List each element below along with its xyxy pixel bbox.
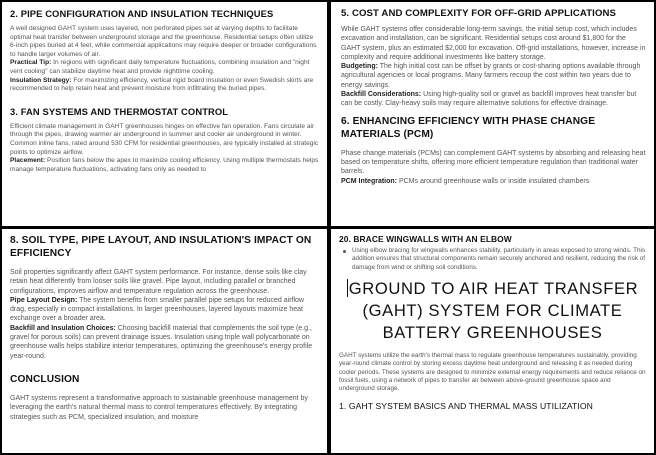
document-pane-bottom-right[interactable] [331, 229, 654, 453]
text: PCMs around greenhouse walls or inside insulated chambers [397, 177, 590, 185]
text: For maximizing efficiency, vertical rigid board insulation or even Swedish skirts are recommended to help retain heat and prevent moisture from infiltrating the buried pipes. [10, 76, 314, 93]
paragraph [341, 62, 646, 90]
document-title[interactable] [339, 278, 646, 344]
label: Pipe Layout Design: [10, 296, 78, 304]
document-pane-top-right[interactable] [331, 2, 654, 226]
section-heading: 6. ENHANCING EFFICIENCY WITH PHASE CHANGE MATERIALS (PCM) [341, 115, 596, 140]
section-heading: 2. PIPE CONFIGURATION AND INSULATION TECHNIQUES [10, 8, 274, 19]
paragraph: Efficient climate management in GAHT greenhouses hinges on effective fan operation. Fans circulate air through the pipes, drawing warmer air underground in summer and cooler air underground in winter. Common inline fans, rated around 530 CFM for residential greenhouses, are typically installed at strategic points to optimize airflow. [10, 122, 319, 156]
section-heading: 5. COST AND COMPLEXITY FOR OFF-GRID APPLICATIONS [341, 8, 617, 19]
title-text: GROUND TO AIR HEAT TRANSFER (GAHT) SYSTEM FOR CLIMATE BATTERY GREENHOUSES [348, 279, 639, 343]
paragraph: GAHT systems represent a transformative approach to sustainable greenhouse management by leveraging the earth's natural thermal mass to control temperatures effectively. By integrating strategies such as PCM, specialized insulation, and moisture [10, 394, 308, 421]
label: Placement: [10, 157, 46, 165]
paragraph: Phase change materials (PCMs) can complement GAHT systems by absorbing and releasing heat based on temperature shifts, offering more efficient temperature regulation than traditional water barrels. [341, 149, 646, 176]
text: Position fans below the apex to maximize cooling efficiency. Using multiple thermostats helps manage temperature fluctuations, activating fans only as needed to [10, 157, 319, 173]
document-pane-bottom-left[interactable] [2, 229, 327, 453]
paragraph: While GAHT systems offer considerable long-term savings, the initial setup cost, which includes excavation and installation, can be significant. Residential setups cost around $1,800 for the GAHT system, plus an estimated $2,000 for excavation. Off-grid installations, however, increase in complexity and require additional investments like battery storage. [341, 26, 646, 61]
label: PCM Integration: [341, 177, 397, 185]
label: Practical Tip: [10, 59, 52, 67]
section-heading: 8. SOIL TYPE, PIPE LAYOUT, AND INSULATION'S IMPACT ON EFFICIENCY [10, 235, 312, 259]
paragraph [341, 90, 646, 109]
paragraph [341, 177, 646, 186]
paragraph: GAHT systems utilize the earth's thermal mass to regulate greenhouse temperatures sustainably, providing year-round climate control by storing excess daytime heat underground and releasing it as needed during cooler periods. These systems are designed to minimize external energy requirements and reduce reliance on fossil fuels, using a network of pipes to transfer air between above-ground greenhouse space and underground storage. [339, 352, 646, 393]
section-heading: 1. GAHT SYSTEM BASICS AND THERMAL MASS UTILIZATION [339, 401, 593, 412]
text: The high initial cost can be offset by grants or cost-sharing options available through agricultural agencies or local programs. Many farmers recoup the cost within two years due to energy savings. [341, 63, 641, 89]
label: Budgeting: [341, 63, 378, 71]
label: Insulation Strategy: [10, 76, 72, 84]
paragraph: A well designed GAHT system uses layered, non perforated pipes set at varying depths to facilitate optimal heat transfer between underground storage and the greenhouse. Residential setups often utilize 6-inch pipes buried at 4 feet, while commercial applications may require deeper or broader configurations to handle larger volumes of air. [10, 25, 317, 58]
section-heading: 20. BRACE WINGWALLS WITH AN ELBOW [339, 234, 512, 244]
paragraph [10, 77, 319, 94]
text: Choosing backfill material that complements the soil type (e.g., gravel for porous soils) can prevent drainage issues. Insulation using triple wall polycarbonate on greenhouse walls helps stabilize interior temperatures, optimizing the greenhouse's energy profile year-round. [10, 324, 313, 360]
paragraph [10, 157, 319, 174]
bullet-text: Using elbow bracing for wingwalls enhances stability, particularly in areas exposed to strong winds. This addition ensures that structural components remain securely anchored and resilient, reducing the risk of damage from wind or shifting soil conditions. [352, 247, 646, 271]
label: Backfill and Insulation Choices: [10, 324, 116, 332]
text: Using high-quality soil or gravel as backfill improves heat transfer but can be costly. Clay-heavy soils may require alternative solutions for effective drainage. [341, 91, 637, 108]
paragraph: Soil properties significantly affect GAHT system performance. For instance, dense soils like clay retain heat differently from looser soils like gravel. Pipe layout, including parallel or branched configurations, improves airflow and temperature regulation across the greenhouse. [10, 269, 307, 295]
paragraph [10, 59, 319, 76]
bullet-icon [343, 250, 346, 253]
section-heading: CONCLUSION [10, 373, 80, 385]
paragraph [10, 324, 319, 361]
label: Backfill Considerations: [341, 91, 422, 99]
paragraph [10, 296, 319, 324]
text: The system benefits from smaller parallel pipe setups for reduced airflow drag, especially in compact installations. In larger greenhouses, layered layouts maximize heat exchange over a broader area. [10, 296, 304, 323]
document-pane-top-left[interactable] [2, 2, 327, 226]
list-item [343, 247, 646, 272]
section-heading: 3. FAN SYSTEMS AND THERMOSTAT CONTROL [10, 105, 229, 117]
text: In regions with significant daily temperature fluctuations, combining insulation and "night vent cooling" can stabilize daytime heat and provide nighttime cooling. [10, 59, 310, 75]
text-cursor [347, 279, 348, 297]
